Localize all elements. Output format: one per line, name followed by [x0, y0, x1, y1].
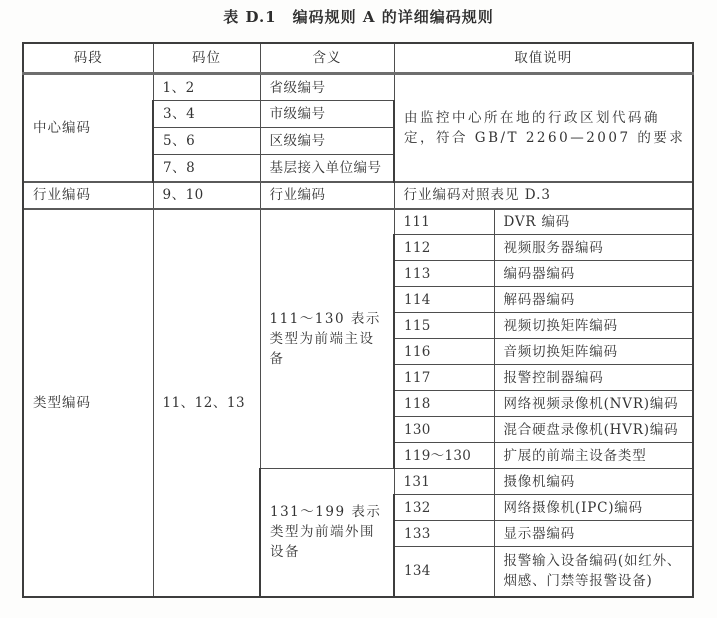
segment-industry-coding: 行业编码 — [23, 182, 153, 209]
type-desc-cell: 报警控制器编码 — [494, 365, 693, 391]
type-desc-cell: 扩展的前端主设备类型 — [494, 443, 693, 469]
position-cell: 3、4 — [153, 101, 260, 128]
table-row — [23, 74, 693, 101]
type-desc-cell: 视频切换矩阵编码 — [494, 313, 693, 339]
type-desc-cell: 网络视频录像机(NVR)编码 — [494, 391, 693, 417]
meaning-cell: 省级编号 — [260, 74, 394, 101]
table-row — [23, 209, 693, 235]
meaning-cell: 区级编号 — [260, 128, 394, 155]
table-header-row — [23, 43, 693, 74]
header-value-description: 取值说明 — [394, 43, 693, 74]
type-code-cell: 115 — [394, 313, 494, 339]
header-meaning: 含义 — [260, 43, 394, 74]
type-code-cell: 117 — [394, 365, 494, 391]
type-desc-cell: 解码器编码 — [494, 287, 693, 313]
type-code-cell: 111 — [394, 209, 494, 235]
meaning-cell: 基层接入单位编号 — [260, 155, 394, 182]
type-desc-cell: DVR 编码 — [494, 209, 693, 235]
meaning-cell: 市级编号 — [260, 101, 394, 128]
type-desc-cell: 报警输入设备编码(如红外、烟感、门禁等报警设备) — [494, 547, 693, 597]
position-cell: 1、2 — [153, 74, 260, 101]
type-code-cell: 114 — [394, 287, 494, 313]
meaning-cell: 行业编码 — [260, 182, 394, 209]
type-code-cell: 133 — [394, 521, 494, 547]
industry-coding-note: 行业编码对照表见 D.3 — [394, 182, 693, 209]
type-desc-cell: 视频服务器编码 — [494, 235, 693, 261]
type-desc-cell: 音频切换矩阵编码 — [494, 339, 693, 365]
header-code-segment: 码段 — [23, 43, 153, 74]
coding-rules-table — [22, 42, 694, 598]
header-code-position: 码位 — [153, 43, 260, 74]
type-subgroup-peripheral-devices: 131～199 表示类型为前端外围设备 — [260, 469, 394, 597]
page-title: 表 D.1 编码规则 A 的详细编码规则 — [223, 8, 494, 26]
type-code-cell: 118 — [394, 391, 494, 417]
position-cell: 5、6 — [153, 128, 260, 155]
type-code-cell: 131 — [394, 469, 494, 495]
position-cell: 9、10 — [153, 182, 260, 209]
position-cell: 11、12、13 — [153, 209, 260, 597]
segment-type-coding: 类型编码 — [23, 209, 153, 597]
type-code-cell: 134 — [394, 547, 494, 597]
type-desc-cell: 混合硬盘录像机(HVR)编码 — [494, 417, 693, 443]
type-code-cell: 132 — [394, 495, 494, 521]
type-code-cell: 130 — [394, 417, 494, 443]
position-cell: 7、8 — [153, 155, 260, 182]
table-row — [23, 182, 693, 209]
type-subgroup-main-devices: 111～130 表示类型为前端主设备 — [260, 209, 394, 469]
type-code-cell: 112 — [394, 235, 494, 261]
type-desc-cell: 显示器编码 — [494, 521, 693, 547]
type-desc-cell: 编码器编码 — [494, 261, 693, 287]
center-coding-note: 由监控中心所在地的行政区划代码确定，符合 GB/T 2260—2007 的要求 — [394, 74, 693, 182]
type-code-cell: 116 — [394, 339, 494, 365]
segment-center-coding: 中心编码 — [23, 74, 153, 182]
type-desc-cell: 网络摄像机(IPC)编码 — [494, 495, 693, 521]
type-desc-cell: 摄像机编码 — [494, 469, 693, 495]
type-code-cell: 113 — [394, 261, 494, 287]
type-code-cell: 119～130 — [394, 443, 494, 469]
